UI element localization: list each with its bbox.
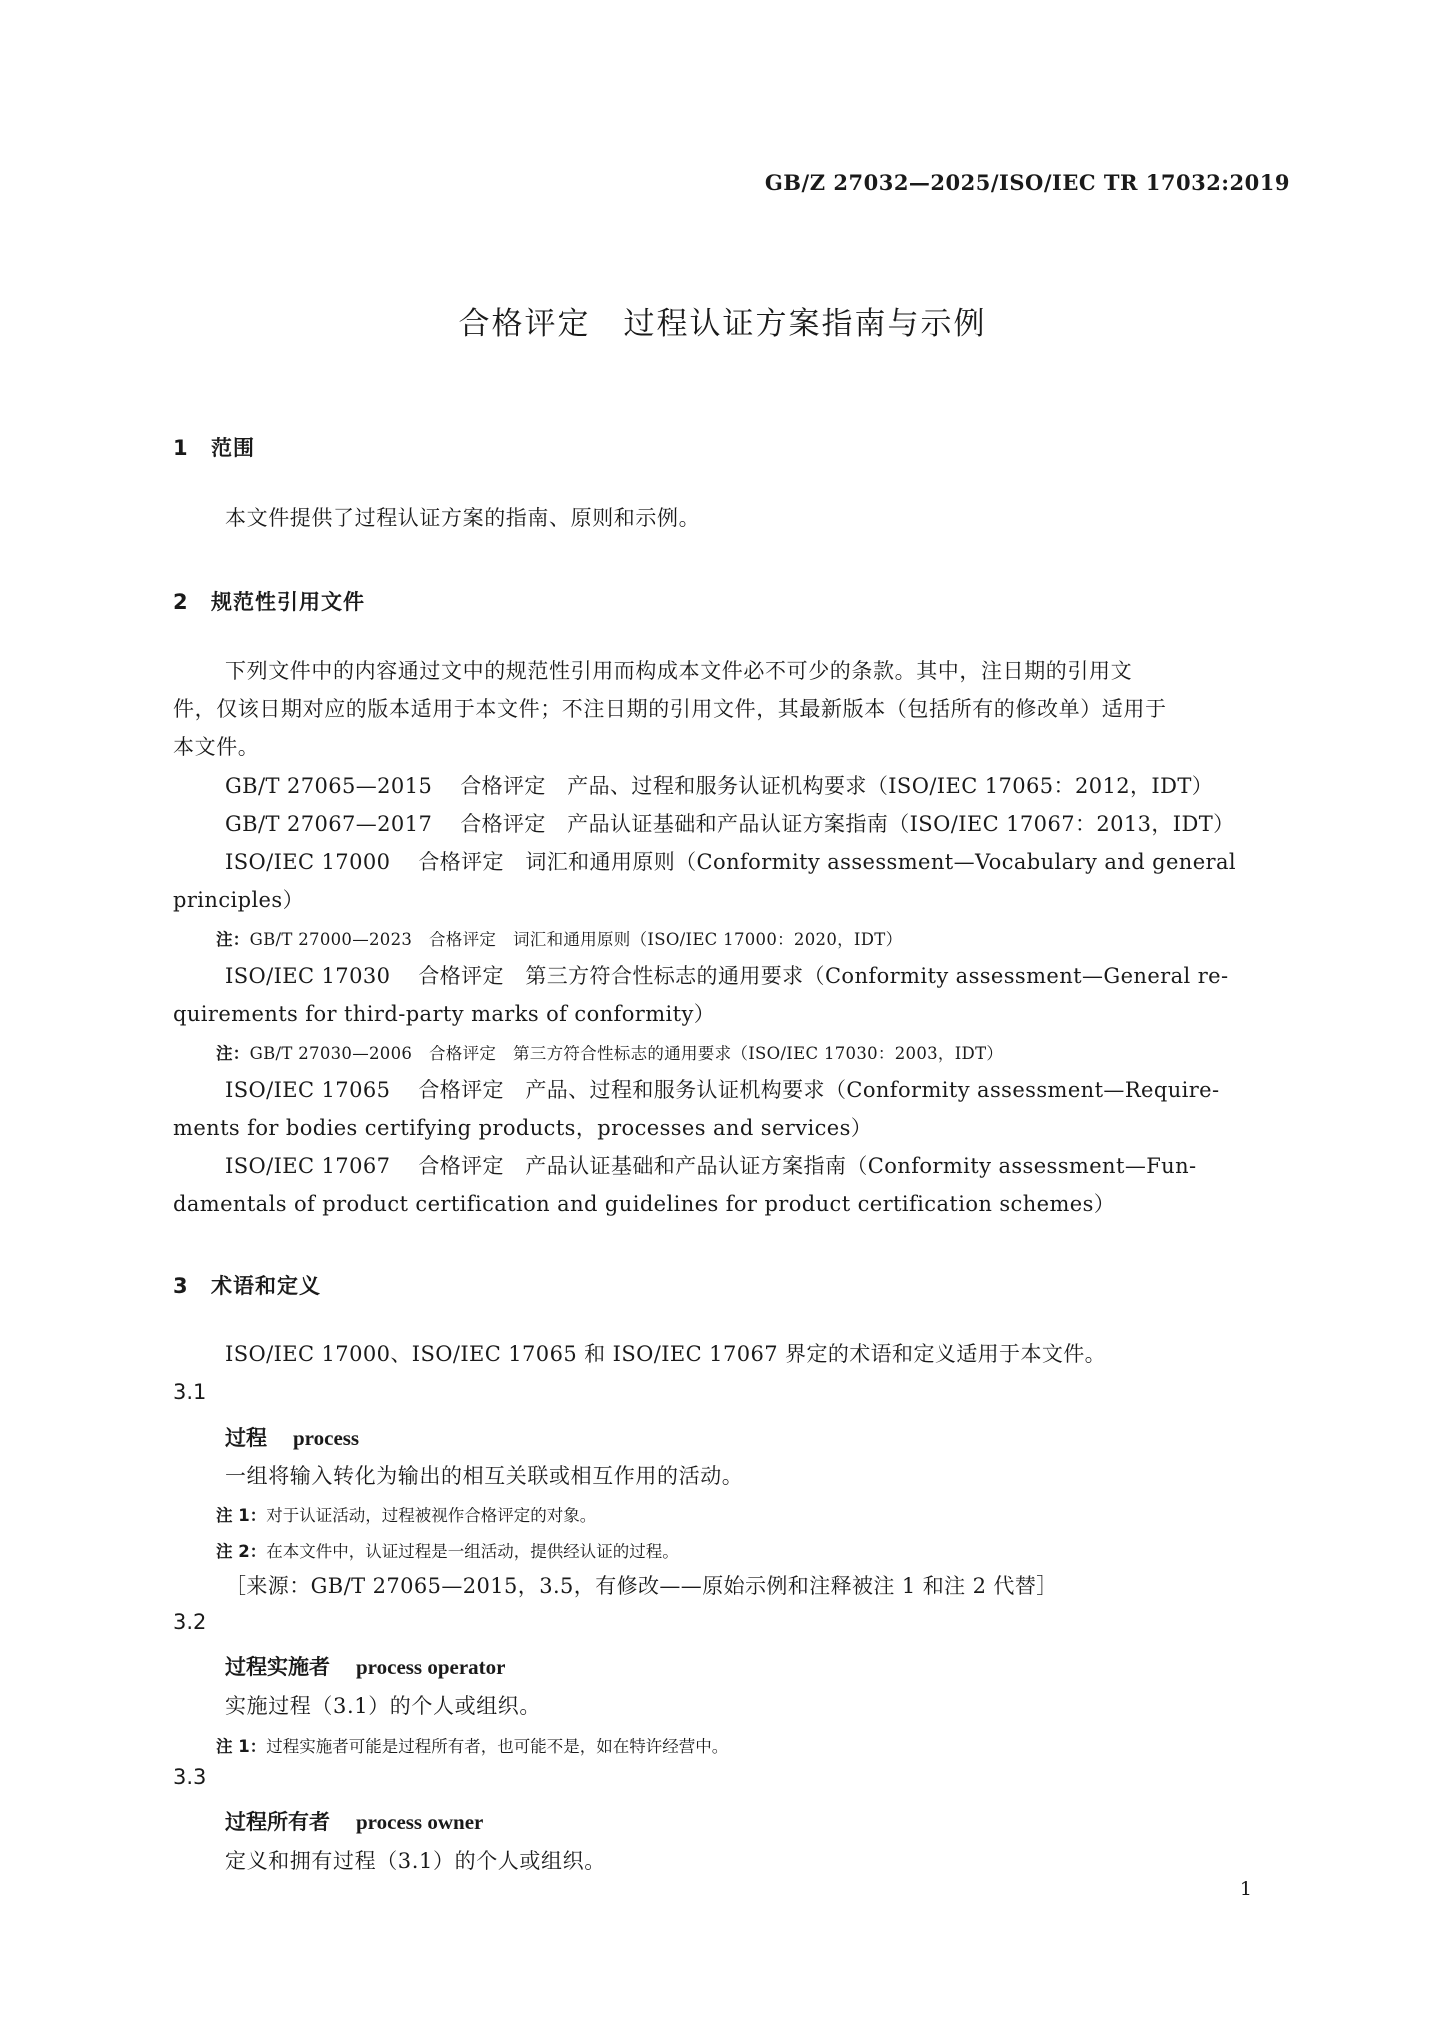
term-source: ［来源：GB/T 27065—2015，3.5，有修改——原始示例和注释被注 1 和注 2 代替］ xyxy=(225,1574,1058,1598)
reference-title-continued: principles） xyxy=(173,888,304,912)
reference-title: 合格评定 产品认证基础和产品认证方案指南（ISO/IEC 17067：2013，IDT） xyxy=(460,812,1235,836)
section-title: 术语和定义 xyxy=(211,1274,321,1298)
term-definition: 定义和拥有过程（3.1）的个人或组织。 xyxy=(225,1849,606,1873)
references-intro-line1: 下列文件中的内容通过文中的规范性引用而构成本文件必不可少的条款。其中，注日期的引用文 xyxy=(225,659,1133,683)
reference-item xyxy=(225,1150,1197,1180)
section-number: 2 xyxy=(173,590,189,614)
note-text: 对于认证活动，过程被视作合格评定的对象。 xyxy=(266,1506,597,1525)
scope-paragraph: 本文件提供了过程认证方案的指南、原则和示例。 xyxy=(225,506,701,530)
term-note xyxy=(216,1538,679,1562)
page-number: 1 xyxy=(1239,1878,1252,1900)
term-definition: 一组将输入转化为输出的相互关联或相互作用的活动。 xyxy=(225,1464,744,1488)
reference-code: GB/T 27067—2017 xyxy=(225,812,433,836)
term-name xyxy=(225,1806,483,1836)
reference-code: GB/T 27065—2015 xyxy=(225,774,433,798)
reference-title: 合格评定 产品、过程和服务认证机构要求（ISO/IEC 17065：2012，IDT） xyxy=(460,774,1214,798)
term-name-zh: 过程 xyxy=(225,1426,267,1450)
reference-title: 合格评定 第三方符合性标志的通用要求（Conformity assessment—General re- xyxy=(418,964,1229,988)
section-heading-normative-references xyxy=(173,586,365,616)
term-definition: 实施过程（3.1）的个人或组织。 xyxy=(225,1694,541,1718)
references-intro-line3: 本文件。 xyxy=(173,735,260,759)
section-number: 1 xyxy=(173,436,189,460)
note-text: GB/T 27030—2006 合格评定 第三方符合性标志的通用要求（ISO/IEC 17030：2003，IDT） xyxy=(249,1044,1004,1063)
reference-item xyxy=(225,770,1213,800)
term-number: 3.1 xyxy=(173,1380,207,1404)
note-text: 过程实施者可能是过程所有者，也可能不是，如在特许经营中。 xyxy=(266,1737,729,1756)
term-name-zh: 过程实施者 xyxy=(225,1655,330,1679)
note-label: 注： xyxy=(216,1044,250,1063)
section-heading-scope xyxy=(173,432,255,462)
reference-title: 合格评定 词汇和通用原则（Conformity assessment—Vocabulary and general xyxy=(418,850,1237,874)
reference-title-continued: ments for bodies certifying products，processes and services） xyxy=(173,1116,873,1140)
note-label: 注 1： xyxy=(216,1737,267,1756)
term-note xyxy=(216,1502,596,1526)
note-label: 注： xyxy=(216,930,250,949)
note-label: 注 2： xyxy=(216,1542,267,1561)
section-number: 3 xyxy=(173,1274,189,1298)
term-name-en: process operator xyxy=(356,1655,506,1679)
term-name-zh: 过程所有者 xyxy=(225,1810,330,1834)
reference-title-continued: quirements for third-party marks of conformity） xyxy=(173,1002,716,1026)
reference-title: 合格评定 产品、过程和服务认证机构要求（Conformity assessment—Require- xyxy=(418,1078,1220,1102)
reference-note xyxy=(216,1040,1003,1064)
reference-item xyxy=(225,960,1228,990)
reference-item xyxy=(225,846,1236,876)
reference-item xyxy=(225,1074,1220,1104)
note-text: 在本文件中，认证过程是一组活动，提供经认证的过程。 xyxy=(266,1542,679,1561)
section-heading-terms-definitions xyxy=(173,1270,321,1300)
note-label: 注 1： xyxy=(216,1506,267,1525)
section-title: 范围 xyxy=(211,436,255,460)
standard-number: GB/Z 27032—2025/ISO/IEC TR 17032:2019 xyxy=(764,170,1290,195)
reference-item xyxy=(225,808,1235,838)
term-number: 3.3 xyxy=(173,1765,207,1789)
term-name xyxy=(225,1422,359,1452)
note-text: GB/T 27000—2023 合格评定 词汇和通用原则（ISO/IEC 17000：2020，IDT） xyxy=(249,930,903,949)
reference-code: ISO/IEC 17000 xyxy=(225,850,391,874)
document-title: 合格评定 过程认证方案指南与示例 xyxy=(458,306,987,342)
reference-title-continued: damentals of product certification and guidelines for product certification schemes） xyxy=(173,1192,1116,1216)
term-name-en: process xyxy=(293,1426,360,1450)
reference-code: ISO/IEC 17067 xyxy=(225,1154,391,1178)
references-intro-line2: 件，仅该日期对应的版本适用于本文件；不注日期的引用文件，其最新版本（包括所有的修改单）适用于 xyxy=(173,697,1167,721)
reference-title: 合格评定 产品认证基础和产品认证方案指南（Conformity assessment—Fun- xyxy=(418,1154,1197,1178)
terms-intro: ISO/IEC 17000、ISO/IEC 17065 和 ISO/IEC 17067 界定的术语和定义适用于本文件。 xyxy=(225,1342,1107,1366)
reference-code: ISO/IEC 17065 xyxy=(225,1078,391,1102)
reference-code: ISO/IEC 17030 xyxy=(225,964,391,988)
term-name xyxy=(225,1651,506,1681)
term-name-en: process owner xyxy=(356,1810,484,1834)
reference-note xyxy=(216,926,902,950)
section-title: 规范性引用文件 xyxy=(211,590,365,614)
term-note xyxy=(216,1733,728,1757)
term-number: 3.2 xyxy=(173,1610,207,1634)
